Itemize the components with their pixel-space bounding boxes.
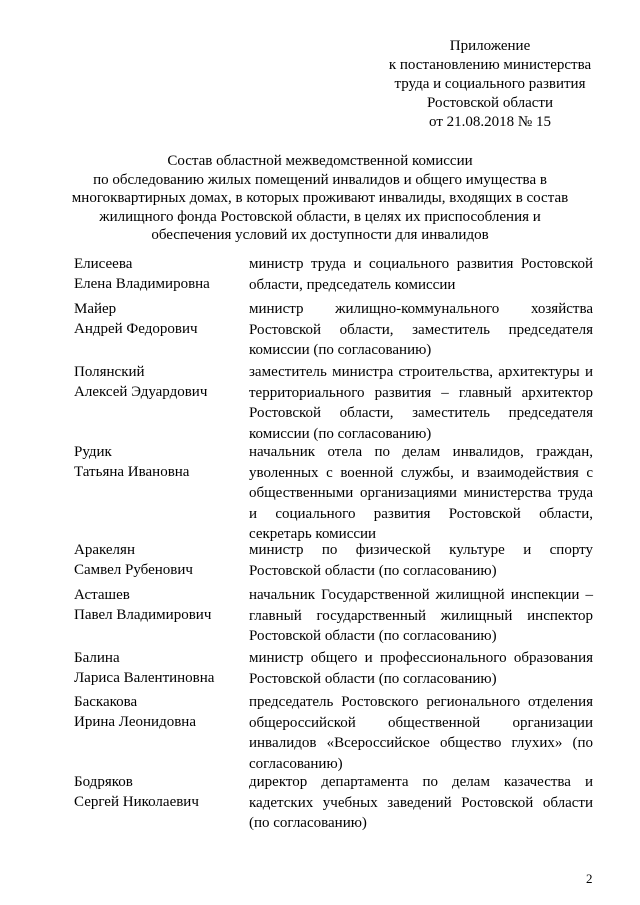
title-line: жилищного фонда Ростовской области, в целях их приспособления и [99,208,541,225]
member-role: заместитель министра строительства, архитектуры и территориального развития – главный архитектор Ростовской области, заместитель председателя комиссии (по согласованию) [249,364,593,442]
member-role: министр жилищно-коммунального хозяйства Ростовской области, заместитель председателя комиссии (по согласованию) [249,301,593,359]
member-name [74,648,244,688]
member-given-name: Самвел Рубенович [74,562,193,578]
member-name [74,442,244,482]
member-surname: Балина [74,650,120,666]
member-surname: Елисеева [74,256,133,272]
member-given-name: Сергей Николаевич [74,794,199,810]
title-line: обеспечения условий их доступности для инвалидов [151,227,489,243]
member-name [74,362,244,402]
member-name [74,540,244,580]
member-role: начальник отела по делам инвалидов, граждан, уволенных с военной службы, и взаимодействия с общественными организациями министерства труда и социального развития Ростовской области, секретарь комиссии [249,444,593,543]
appendix-line: Приложение [449,38,531,54]
title-line: многоквартирных домах, в которых проживают инвалиды, входящих в состав [71,190,569,206]
member-surname: Баскакова [74,694,138,710]
member-given-name: Алексей Эдуардович [74,384,208,400]
title-line: Состав областной межведомственной комиссии [167,153,473,169]
member-name [74,772,244,812]
page-number: 2 [586,871,593,886]
document-title [40,152,600,245]
member-given-name: Лариса Валентиновна [74,670,215,686]
member-given-name: Елена Владимировна [74,276,210,292]
member-role: директор департамента по делам казачества и кадетских учебных заведений Ростовской области (по согласованию) [249,774,593,832]
appendix-line: труда и социального развития [394,76,586,92]
member-role: министр общего и профессионального образования Ростовской области (по согласованию) [249,650,593,687]
member-name [74,692,244,732]
appendix-line: Ростовской области [427,95,553,111]
member-role: министр по физической культуре и спорту Ростовской области (по согласованию) [249,542,593,579]
member-surname: Полянский [74,364,145,380]
member-name [74,299,244,339]
member-given-name: Андрей Федорович [74,321,198,337]
appendix-header [360,37,620,132]
member-name [74,254,244,294]
member-surname: Майер [74,301,117,317]
member-role: министр труда и социального развития Ростовской области, председатель комиссии [249,256,593,293]
member-surname: Рудик [74,444,112,460]
member-role: председатель Ростовского регионального отделения общероссийской общественной организации инвалидов «Всероссийское общество глухих» (по согласованию) [249,694,593,772]
title-line: по обследованию жилых помещений инвалидов и общего имущества в [93,171,547,188]
member-surname: Аракелян [74,542,135,558]
member-surname: Асташев [74,587,130,603]
member-given-name: Павел Владимирович [74,607,212,623]
member-role: начальник Государственной жилищной инспекции – главный государственный жилищный инспектор Ростовской области (по согласованию) [249,587,593,645]
member-surname: Бодряков [74,774,133,790]
member-given-name: Ирина Леонидовна [74,714,196,730]
member-given-name: Татьяна Ивановна [74,464,190,480]
appendix-line: к постановлению министерства [388,57,592,73]
appendix-line: от 21.08.2018 № 15 [429,114,551,130]
member-name [74,585,244,625]
